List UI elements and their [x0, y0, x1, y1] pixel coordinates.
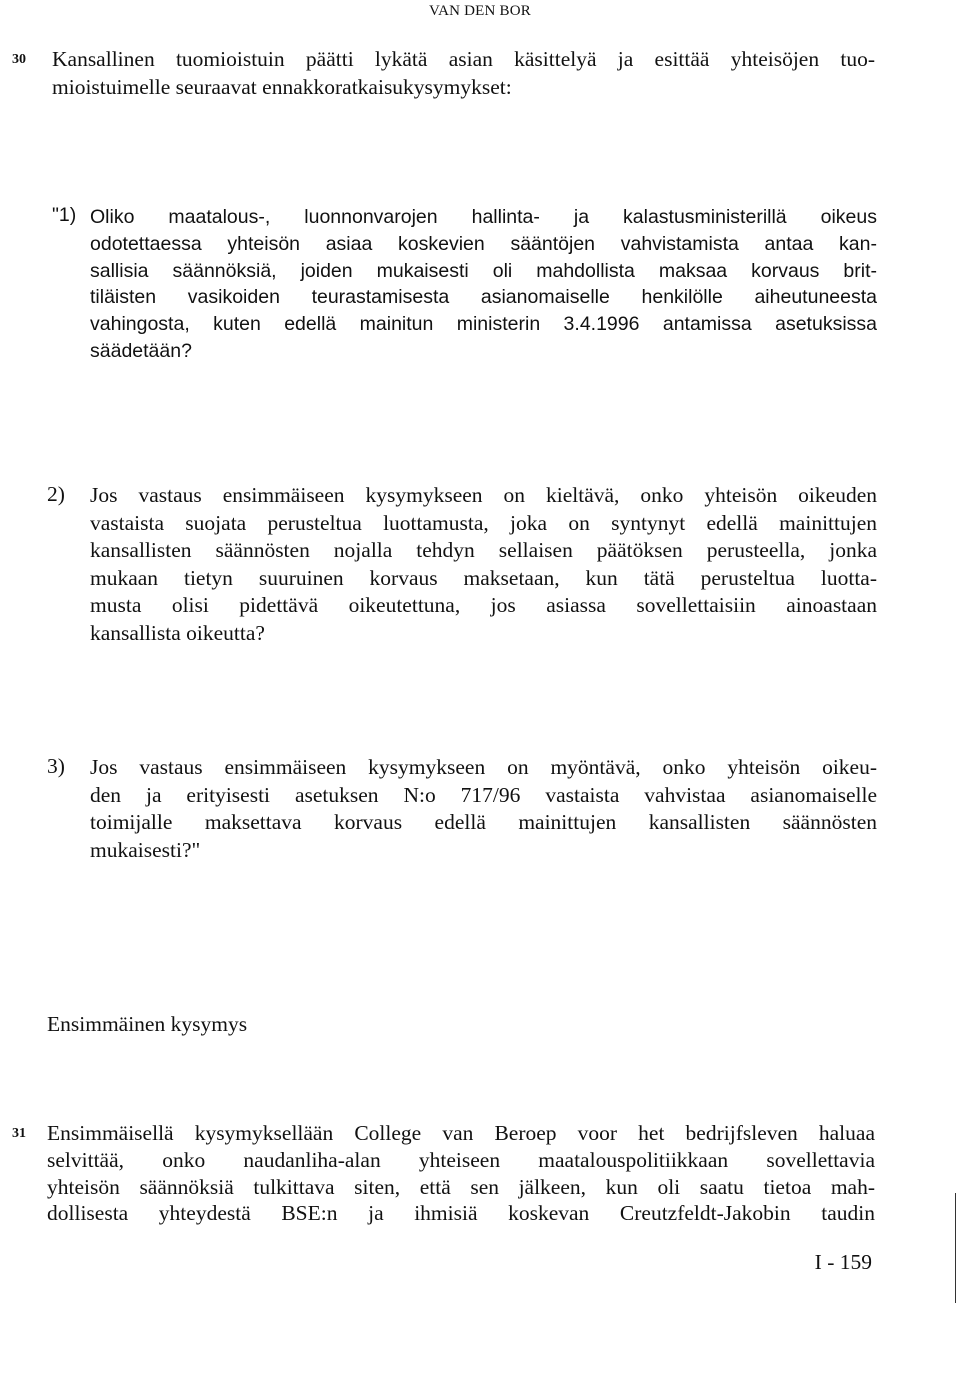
question-2-line: musta olisi pidettävä oikeutettuna, jos asiassa sovellettaisiin ainoastaan	[90, 593, 877, 617]
question-1-line: Oliko maatalous-, luonnonvarojen hallinta- ja kalastusministerillä oikeus	[90, 206, 877, 228]
question-1-prefix: "1)	[52, 204, 77, 226]
paragraph-30-line: mioistuimelle seuraavat ennakkoratkaisukysymykset:	[52, 74, 512, 99]
paragraph-31-line: Ensimmäisellä kysymyksellään College van Beroep voor het bedrijfsleven haluaa	[47, 1121, 875, 1145]
paragraph-31-line: selvittää, onko naudanliha-alan yhteiseen maatalouspolitiikkaan sovellettavia	[47, 1147, 875, 1172]
margin-rule	[955, 1193, 956, 1303]
paragraph-31-line: yhteisön säännöksiä tulkittava siten, että sen jälkeen, kun oli saatu tietoa mah-	[47, 1174, 875, 1199]
page-number: I - 159	[814, 1250, 872, 1274]
running-head: VAN DEN BOR	[429, 3, 531, 19]
question-3-prefix: 3)	[47, 754, 65, 778]
question-1-line: tiläisten vasikoiden teurastamisesta asianomaiselle henkilölle aiheutuneesta	[90, 286, 877, 309]
question-2-line: kansallisten säännösten nojalla tehdyn sellaisen päätöksen perusteella, jonka	[90, 538, 877, 562]
question-3	[90, 754, 877, 864]
paragraph-31-line: dollisesta yhteydestä BSE:n ja ihmisiä koskevan Creutzfeldt-Jakobin taudin	[47, 1201, 875, 1226]
question-2	[90, 482, 877, 647]
question-1-line: sallisia säännöksiä, joiden mukaisesti oli mahdollista maksaa korvaus brit-	[90, 259, 877, 282]
question-3-line: den ja erityisesti asetuksen N:o 717/96 vastaista vahvistaa asianomaiselle	[90, 782, 877, 807]
paragraph-number-31: 31	[12, 1126, 26, 1141]
question-1-line: odotettaessa yhteisön asiaa koskevien sääntöjen vahvistamista antaa kan-	[90, 232, 877, 255]
question-1-line: vahingosta, kuten edellä mainitun ministerin 3.4.1996 antamissa asetuksissa	[90, 313, 877, 336]
section-heading: Ensimmäinen kysymys	[47, 1012, 248, 1036]
question-3-line: Jos vastaus ensimmäiseen kysymykseen on myöntävä, onko yhteisön oikeu-	[90, 755, 877, 779]
paragraph-31	[47, 1120, 875, 1227]
paragraph-30	[52, 46, 875, 101]
question-3-line: toimijalle maksettava korvaus edellä mainittujen kansallisten säännösten	[90, 810, 877, 834]
question-2-line: Jos vastaus ensimmäiseen kysymykseen on kieltävä, onko yhteisön oikeuden	[90, 483, 877, 507]
question-2-line: vastaista suojata perusteltua luottamusta, joka on syntynyt edellä mainittujen	[90, 510, 877, 535]
paragraph-number-30: 30	[12, 52, 26, 67]
question-3-line: mukaisesti?"	[90, 837, 201, 862]
question-1-line: säädetään?	[90, 339, 192, 362]
question-2-prefix: 2)	[47, 482, 65, 506]
question-2-line: mukaan tietyn suuruinen korvaus maksetaan, kun tätä perusteltua luotta-	[90, 565, 877, 590]
question-2-line: kansallista oikeutta?	[90, 620, 265, 645]
paragraph-30-line: Kansallinen tuomioistuin päätti lykätä asian käsittelyä ja esittää yhteisöjen tuo-	[52, 47, 875, 71]
question-1	[90, 204, 877, 365]
